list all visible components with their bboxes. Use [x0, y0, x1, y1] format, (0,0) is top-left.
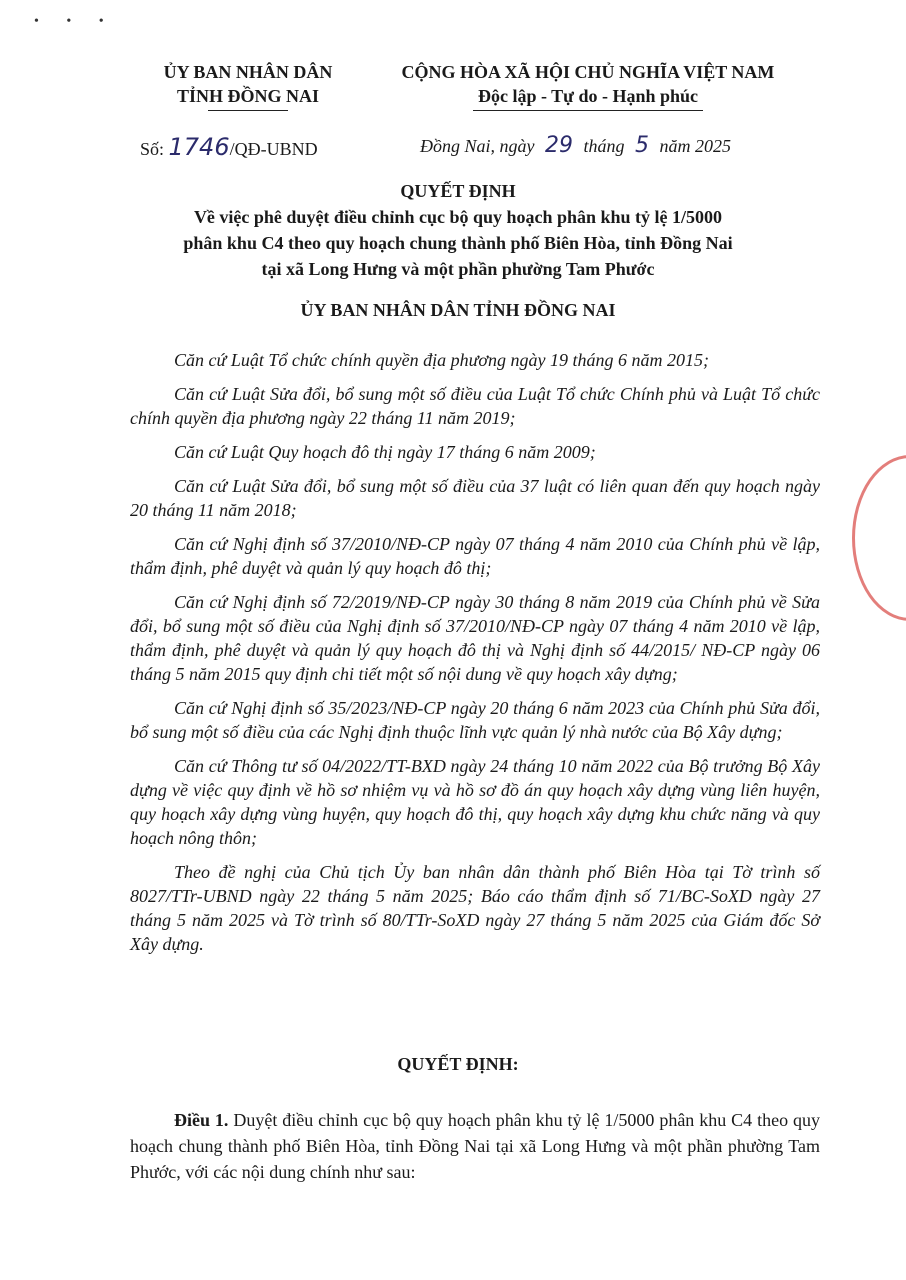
authority-line2: TỈNH ĐỒNG NAI: [176, 86, 319, 106]
number-suffix: /QĐ-UBND: [229, 139, 318, 159]
red-seal-stamp: [852, 455, 906, 621]
basis-item: Theo đề nghị của Chủ tịch Ủy ban nhân dân thành phố Biên Hòa tại Tờ trình số 8027/TTr-UBND ngày 22 tháng 5 năm 2025; Báo cáo thẩm định số 71/BC-SoXD ngày 27 tháng 5 năm 2025 và Tờ trình số 80/TTr-SoXD ngày 27 tháng 5 năm 2025 của Giám đốc Sở Xây dựng.: [130, 862, 820, 954]
document-title: [100, 178, 816, 282]
scan-dots: • • •: [34, 14, 116, 29]
basis-item: Căn cứ Luật Tổ chức chính quyền địa phương ngày 19 tháng 6 năm 2015;: [174, 350, 710, 370]
basis-item: Căn cứ Nghị định số 72/2019/NĐ-CP ngày 30 tháng 8 năm 2019 của Chính phủ về Sửa đổi, bổ sung một số điều của Nghị định số 37/2010/NĐ-CP ngày 07 tháng 4 năm 2010 về lập, thẩm định, phê duyệt và quản lý quy hoạch đô thị và Nghị định số 44/2015/ NĐ-CP ngày 06 tháng 5 năm 2015 quy định chi tiết một số nội dung về quy hoạch xây dựng;: [130, 592, 820, 684]
issuing-authority: [118, 60, 378, 111]
motto: Độc lập - Tự do - Hạnh phúc: [477, 86, 699, 106]
month-label: tháng: [583, 136, 625, 156]
basis-item: Căn cứ Luật Quy hoạch đô thị ngày 17 tháng 6 năm 2009;: [174, 442, 596, 462]
number-prefix: Số:: [140, 139, 165, 159]
handwritten-day: 29: [545, 133, 573, 158]
title-line1: Về việc phê duyệt điều chỉnh cục bộ quy hoạch phân khu tỷ lệ 1/5000: [193, 207, 723, 227]
basis-item: Căn cứ Luật Sửa đổi, bổ sung một số điều của Luật Tổ chức Chính phủ và Luật Tổ chức chính quyền địa phương ngày 22 tháng 11 năm 2019;: [130, 384, 820, 428]
legal-basis: [130, 348, 820, 966]
org-heading: ỦY BAN NHÂN DÂN TỈNH ĐỒNG NAI: [300, 300, 616, 320]
basis-item: Căn cứ Thông tư số 04/2022/TT-BXD ngày 24 tháng 10 năm 2022 của Bộ trưởng Bộ Xây dựng về việc quy định về hồ sơ nhiệm vụ và hồ sơ đồ án quy hoạch xây dựng vùng liên huyện, quy hoạch xây dựng vùng huyện, quy hoạch đô thị, quy hoạch xây dựng khu chức năng và quy hoạch nông thôn;: [130, 756, 820, 848]
title-line3: tại xã Long Hưng và một phần phường Tam Phước: [261, 259, 655, 279]
title-line2: phân khu C4 theo quy hoạch chung thành phố Biên Hòa, tỉnh Đồng Nai: [183, 233, 733, 253]
handwritten-month: 5: [635, 133, 650, 158]
country-name: CỘNG HÒA XÃ HỘI CHỦ NGHĨA VIỆT NAM: [401, 62, 775, 82]
issue-date: [420, 133, 731, 158]
national-motto: [378, 60, 798, 111]
article-1-text: Duyệt điều chỉnh cục bộ quy hoạch phân khu tỷ lệ 1/5000 phân khu C4 theo quy hoạch chung thành phố Biên Hòa, tỉnh Đồng Nai tại xã Long Hưng và một phần phường Tam Phước, với các nội dung chính như sau:: [130, 1110, 820, 1182]
article-1-label: Điều 1.: [174, 1110, 229, 1130]
handwritten-number: 1746: [168, 133, 230, 161]
basis-item: Căn cứ Luật Sửa đổi, bổ sung một số điều của 37 luật có liên quan đến quy hoạch ngày 20 tháng 11 năm 2018;: [130, 476, 820, 520]
motto-underline: [473, 110, 703, 111]
authority-line1: ỦY BAN NHÂN DÂN: [163, 62, 333, 82]
document-number: [140, 133, 318, 161]
decision-heading: QUYẾT ĐỊNH:: [397, 1054, 519, 1074]
basis-item: Căn cứ Nghị định số 37/2010/NĐ-CP ngày 07 tháng 4 năm 2010 của Chính phủ về lập, thẩm định, phê duyệt và quản lý quy hoạch đô thị;: [130, 534, 820, 578]
basis-item: Căn cứ Nghị định số 35/2023/NĐ-CP ngày 20 tháng 6 năm 2023 của Chính phủ Sửa đổi, bổ sung một số điều của các Nghị định thuộc lĩnh vực quản lý nhà nước của Bộ Xây dựng;: [130, 698, 820, 742]
article-1: [130, 1107, 820, 1185]
title-heading: QUYẾT ĐỊNH: [400, 181, 516, 201]
authority-underline: [208, 110, 288, 111]
year-label: năm 2025: [659, 136, 732, 156]
date-prefix: Đồng Nai, ngày: [420, 136, 535, 156]
